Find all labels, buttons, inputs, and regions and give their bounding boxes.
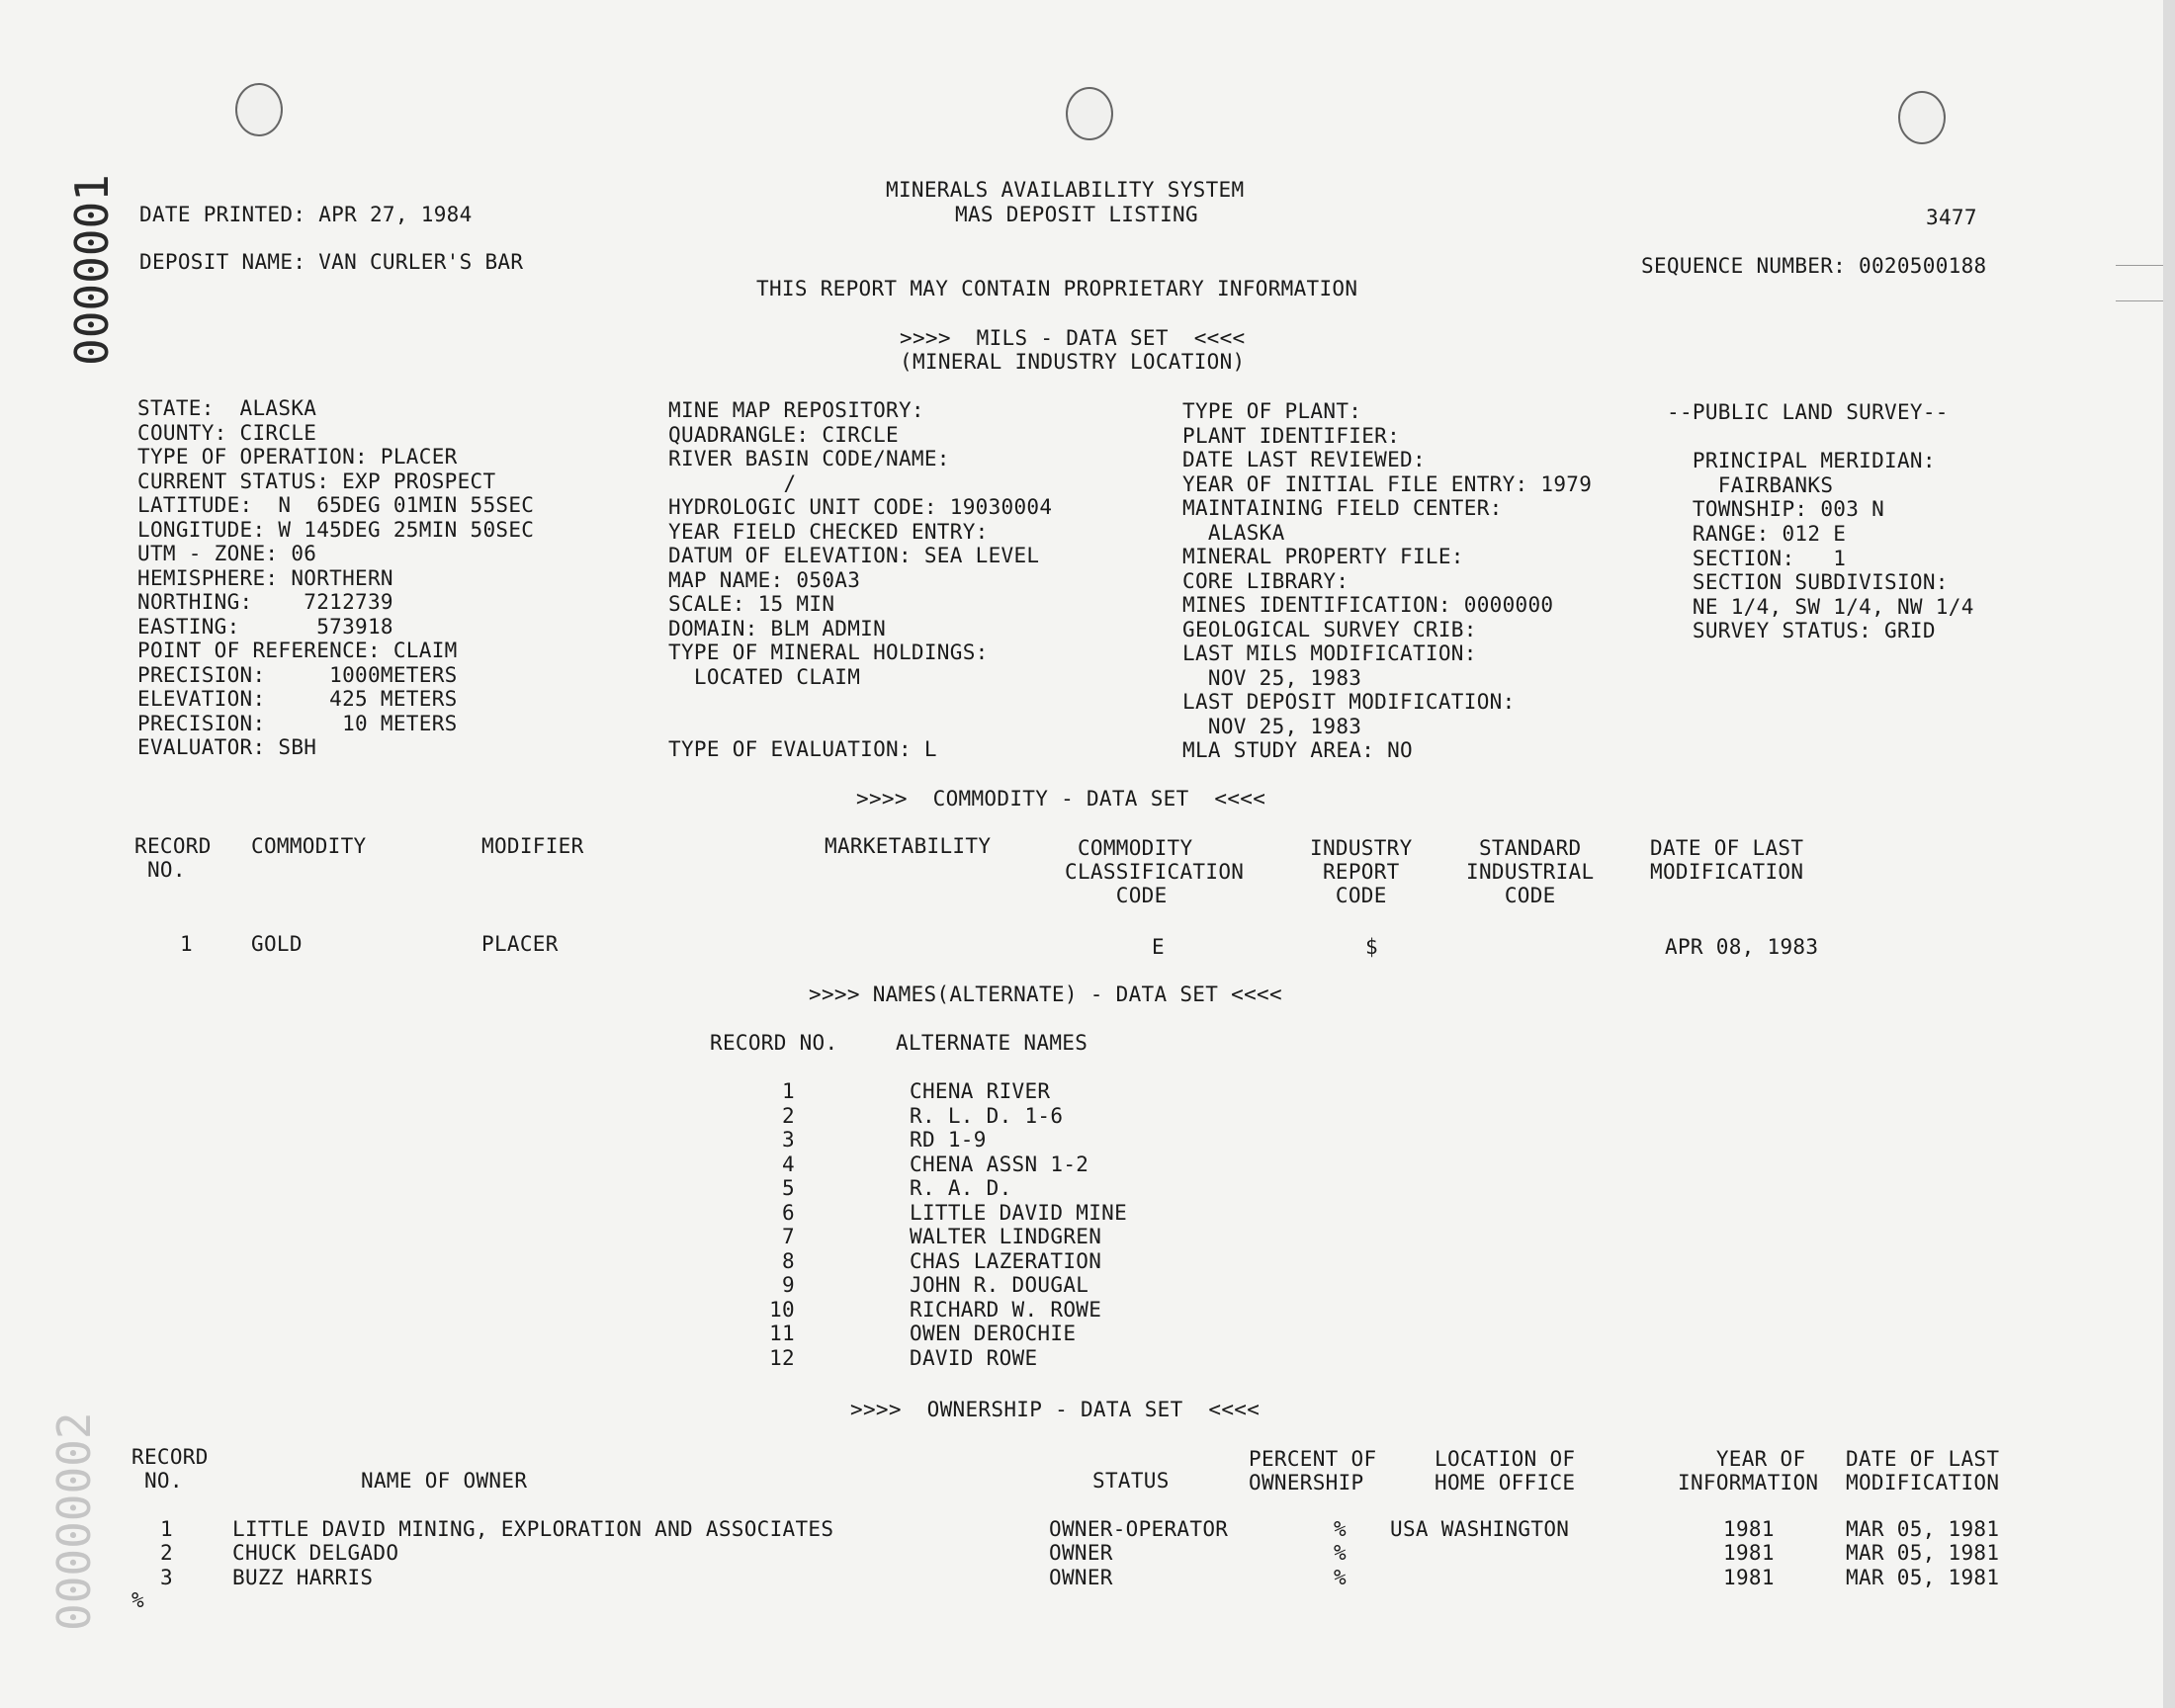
- mils-field-location: ELEVATION: 425 METERS: [137, 687, 458, 711]
- commodity-industry-code: $: [1365, 935, 1378, 959]
- mils-field-record: MINES IDENTIFICATION: 0000000: [1182, 593, 1554, 617]
- mils-field-location: UTM - ZONE: 06: [137, 542, 317, 565]
- mils-field-land-survey: PRINCIPAL MERIDIAN:: [1667, 449, 1936, 472]
- proprietary-notice: THIS REPORT MAY CONTAIN PROPRIETARY INFORMATION: [756, 277, 1358, 300]
- commodity-header-marketability: MARKETABILITY: [825, 834, 992, 858]
- commodity-header-commodity: COMMODITY: [251, 834, 367, 858]
- mils-field-record: DATE LAST REVIEWED:: [1182, 448, 1426, 471]
- side-stamp-number-faint: 00000002: [47, 1411, 101, 1631]
- alternate-name: R. L. D. 1-6: [910, 1104, 1064, 1128]
- alternate-name-record-no: 7: [782, 1225, 795, 1248]
- mils-field-location: TYPE OF OPERATION: PLACER: [137, 445, 458, 469]
- mils-field-location: EASTING: 573918: [137, 615, 393, 639]
- mils-field-record: GEOLOGICAL SURVEY CRIB:: [1182, 618, 1477, 641]
- sequence-number: SEQUENCE NUMBER: 0020500188: [1641, 254, 1987, 278]
- mils-field-land-survey: NE 1/4, SW 1/4, NW 1/4: [1667, 595, 1974, 619]
- ownership-header-date: DATE OF LAST MODIFICATION: [1846, 1447, 2000, 1494]
- alternate-name-record-no: 10: [769, 1298, 795, 1322]
- owner-year: 1981: [1723, 1517, 1775, 1541]
- mils-field-record: MLA STUDY AREA: NO: [1182, 738, 1413, 762]
- alternate-name: LITTLE DAVID MINE: [910, 1201, 1128, 1225]
- alternate-name: CHAS LAZERATION: [910, 1249, 1102, 1273]
- mils-field-geography: TYPE OF EVALUATION: L: [668, 737, 937, 761]
- mils-field-geography: DOMAIN: BLM ADMIN: [668, 617, 887, 640]
- page-number: 3477: [1926, 206, 1977, 229]
- mils-field-location: LONGITUDE: W 145DEG 25MIN 50SEC: [137, 518, 535, 542]
- mils-field-location: NORTHING: 7212739: [137, 590, 393, 614]
- owner-name: BUZZ HARRIS: [232, 1566, 374, 1589]
- mils-field-geography: MAP NAME: 050A3: [668, 568, 861, 592]
- punch-hole-right: [1898, 91, 1946, 144]
- owner-year: 1981: [1723, 1541, 1775, 1565]
- mils-field-land-survey: FAIRBANKS: [1667, 473, 1834, 497]
- alternate-name: WALTER LINDGREN: [910, 1225, 1102, 1248]
- mils-field-location: HEMISPHERE: NORTHERN: [137, 566, 393, 590]
- alternate-name-record-no: 3: [782, 1128, 795, 1152]
- mils-field-location: LATITUDE: N 65DEG 01MIN 55SEC: [137, 493, 535, 517]
- date-printed: DATE PRINTED: APR 27, 1984: [139, 203, 473, 226]
- mils-field-location: POINT OF REFERENCE: CLAIM: [137, 639, 458, 662]
- mils-field-location: PRECISION: 10 METERS: [137, 712, 458, 735]
- owner-status: OWNER: [1049, 1541, 1113, 1565]
- mils-field-geography: QUADRANGLE: CIRCLE: [668, 423, 899, 447]
- commodity-record: 1: [180, 932, 193, 956]
- mils-field-geography: YEAR FIELD CHECKED ENTRY:: [668, 520, 989, 544]
- mils-field-location: CURRENT STATUS: EXP PROSPECT: [137, 470, 496, 493]
- owner-name: LITTLE DAVID MINING, EXPLORATION AND ASSOCIATES: [232, 1517, 834, 1541]
- mils-field-land-survey: SURVEY STATUS: GRID: [1667, 619, 1936, 642]
- commodity-class-code: E: [1152, 935, 1165, 959]
- ownership-heading: >>>> OWNERSHIP - DATA SET <<<<: [850, 1398, 1261, 1421]
- mils-field-record: NOV 25, 1983: [1182, 715, 1362, 738]
- mils-field-geography: DATUM OF ELEVATION: SEA LEVEL: [668, 544, 1040, 567]
- owner-status: OWNER: [1049, 1566, 1113, 1589]
- ownership-header-location: LOCATION OF HOME OFFICE: [1435, 1447, 1576, 1494]
- owner-name: CHUCK DELGADO: [232, 1541, 399, 1565]
- ownership-header-year: YEAR OF INFORMATION: [1678, 1447, 1819, 1494]
- alternate-name-record-no: 9: [782, 1273, 795, 1297]
- commodity-name: GOLD: [251, 932, 303, 956]
- mils-field-record: PLANT IDENTIFIER:: [1182, 424, 1401, 448]
- mils-field-record: YEAR OF INITIAL FILE ENTRY: 1979: [1182, 472, 1593, 496]
- owner-year: 1981: [1723, 1566, 1775, 1589]
- names-header-record: RECORD NO.: [710, 1031, 838, 1055]
- mils-field-geography: /: [668, 471, 797, 495]
- owner-record-no: 2: [160, 1541, 173, 1565]
- alternate-name: RICHARD W. ROWE: [910, 1298, 1102, 1322]
- mils-field-geography: TYPE OF MINERAL HOLDINGS:: [668, 640, 989, 664]
- alternate-name: RD 1-9: [910, 1128, 987, 1152]
- mils-field-land-survey: SECTION SUBDIVISION:: [1667, 570, 1949, 594]
- alternate-name: CHENA ASSN 1-2: [910, 1153, 1089, 1176]
- mils-field-record: LAST MILS MODIFICATION:: [1182, 641, 1477, 665]
- owner-date: MAR 05, 1981: [1846, 1566, 2000, 1589]
- mils-field-geography: RIVER BASIN CODE/NAME:: [668, 447, 950, 470]
- alternate-name-record-no: 5: [782, 1176, 795, 1200]
- owner-home-office: USA WASHINGTON: [1390, 1517, 1570, 1541]
- mils-field-land-survey: --PUBLIC LAND SURVEY--: [1667, 400, 1949, 424]
- mils-field-record: NOV 25, 1983: [1182, 666, 1362, 690]
- mils-field-record: MINERAL PROPERTY FILE:: [1182, 545, 1464, 568]
- mils-heading: >>>> MILS - DATA SET <<<<: [900, 326, 1246, 350]
- alternate-name: CHENA RIVER: [910, 1079, 1051, 1103]
- names-header-alternate: ALTERNATE NAMES: [896, 1031, 1088, 1055]
- footer-percent-mark: %: [131, 1588, 144, 1612]
- alternate-name-record-no: 11: [769, 1322, 795, 1345]
- alternate-name: JOHN R. DOUGAL: [910, 1273, 1089, 1297]
- commodity-header-industry-report: INDUSTRY REPORT CODE: [1310, 836, 1413, 907]
- owner-record-no: 1: [160, 1517, 173, 1541]
- commodity-modifier: PLACER: [481, 932, 559, 956]
- listing-title: MAS DEPOSIT LISTING: [955, 203, 1198, 226]
- punch-hole-center: [1066, 87, 1113, 140]
- edge-mark: [2116, 265, 2163, 266]
- alternate-name-record-no: 2: [782, 1104, 795, 1128]
- alternate-name-record-no: 12: [769, 1346, 795, 1370]
- commodity-header-record: RECORD NO.: [134, 834, 212, 882]
- alternate-name: OWEN DEROCHIE: [910, 1322, 1077, 1345]
- mils-field-land-survey: SECTION: 1: [1667, 547, 1847, 570]
- commodity-heading: >>>> COMMODITY - DATA SET <<<<: [856, 787, 1266, 811]
- ownership-header-record: RECORD NO.: [131, 1445, 209, 1493]
- mils-field-geography: LOCATED CLAIM: [668, 665, 861, 689]
- mils-field-geography: MINE MAP REPOSITORY:: [668, 398, 924, 422]
- alternate-name-record-no: 6: [782, 1201, 795, 1225]
- owner-date: MAR 05, 1981: [1846, 1517, 2000, 1541]
- mils-field-record: LAST DEPOSIT MODIFICATION:: [1182, 690, 1516, 714]
- punch-hole-left: [235, 83, 283, 136]
- owner-status: OWNER-OPERATOR: [1049, 1517, 1229, 1541]
- owner-percent: %: [1334, 1566, 1347, 1589]
- mils-field-land-survey: TOWNSHIP: 003 N: [1667, 497, 1885, 521]
- alternate-name-record-no: 1: [782, 1079, 795, 1103]
- commodity-header-classification: COMMODITY CLASSIFICATION CODE: [1065, 836, 1245, 907]
- deposit-name: DEPOSIT NAME: VAN CURLER'S BAR: [139, 250, 524, 274]
- mils-field-geography: SCALE: 15 MIN: [668, 592, 835, 616]
- names-heading: >>>> NAMES(ALTERNATE) - DATA SET <<<<: [809, 982, 1282, 1006]
- mils-field-location: PRECISION: 1000METERS: [137, 663, 458, 687]
- alternate-name: R. A. D.: [910, 1176, 1012, 1200]
- mils-field-record: CORE LIBRARY:: [1182, 569, 1349, 593]
- alternate-name-record-no: 8: [782, 1249, 795, 1273]
- owner-date: MAR 05, 1981: [1846, 1541, 2000, 1565]
- edge-mark: [2116, 300, 2163, 301]
- ownership-header-status: STATUS: [1092, 1469, 1170, 1493]
- mils-field-location: EVALUATOR: SBH: [137, 735, 317, 759]
- system-title: MINERALS AVAILABILITY SYSTEM: [886, 178, 1245, 202]
- commodity-date: APR 08, 1983: [1665, 935, 1819, 959]
- owner-percent: %: [1334, 1541, 1347, 1565]
- ownership-header-percent: PERCENT OF OWNERSHIP: [1249, 1447, 1377, 1494]
- commodity-header-modifier: MODIFIER: [481, 834, 584, 858]
- owner-record-no: 3: [160, 1566, 173, 1589]
- mils-field-record: MAINTAINING FIELD CENTER:: [1182, 496, 1503, 520]
- alternate-name-record-no: 4: [782, 1153, 795, 1176]
- commodity-header-date: DATE OF LAST MODIFICATION: [1650, 836, 1804, 884]
- mils-field-geography: HYDROLOGIC UNIT CODE: 19030004: [668, 495, 1053, 519]
- ownership-header-name: NAME OF OWNER: [361, 1469, 528, 1493]
- mils-field-location: COUNTY: CIRCLE: [137, 421, 317, 445]
- side-stamp-number: 0000001: [65, 174, 119, 366]
- owner-percent: %: [1334, 1517, 1347, 1541]
- mils-field-record: ALASKA: [1182, 521, 1285, 545]
- mils-field-record: TYPE OF PLANT:: [1182, 399, 1362, 423]
- alternate-name: DAVID ROWE: [910, 1346, 1038, 1370]
- mils-subheading: (MINERAL INDUSTRY LOCATION): [900, 350, 1246, 374]
- commodity-header-sic: STANDARD INDUSTRIAL CODE: [1466, 836, 1595, 907]
- mils-field-land-survey: RANGE: 012 E: [1667, 522, 1847, 546]
- mils-field-location: STATE: ALASKA: [137, 396, 317, 420]
